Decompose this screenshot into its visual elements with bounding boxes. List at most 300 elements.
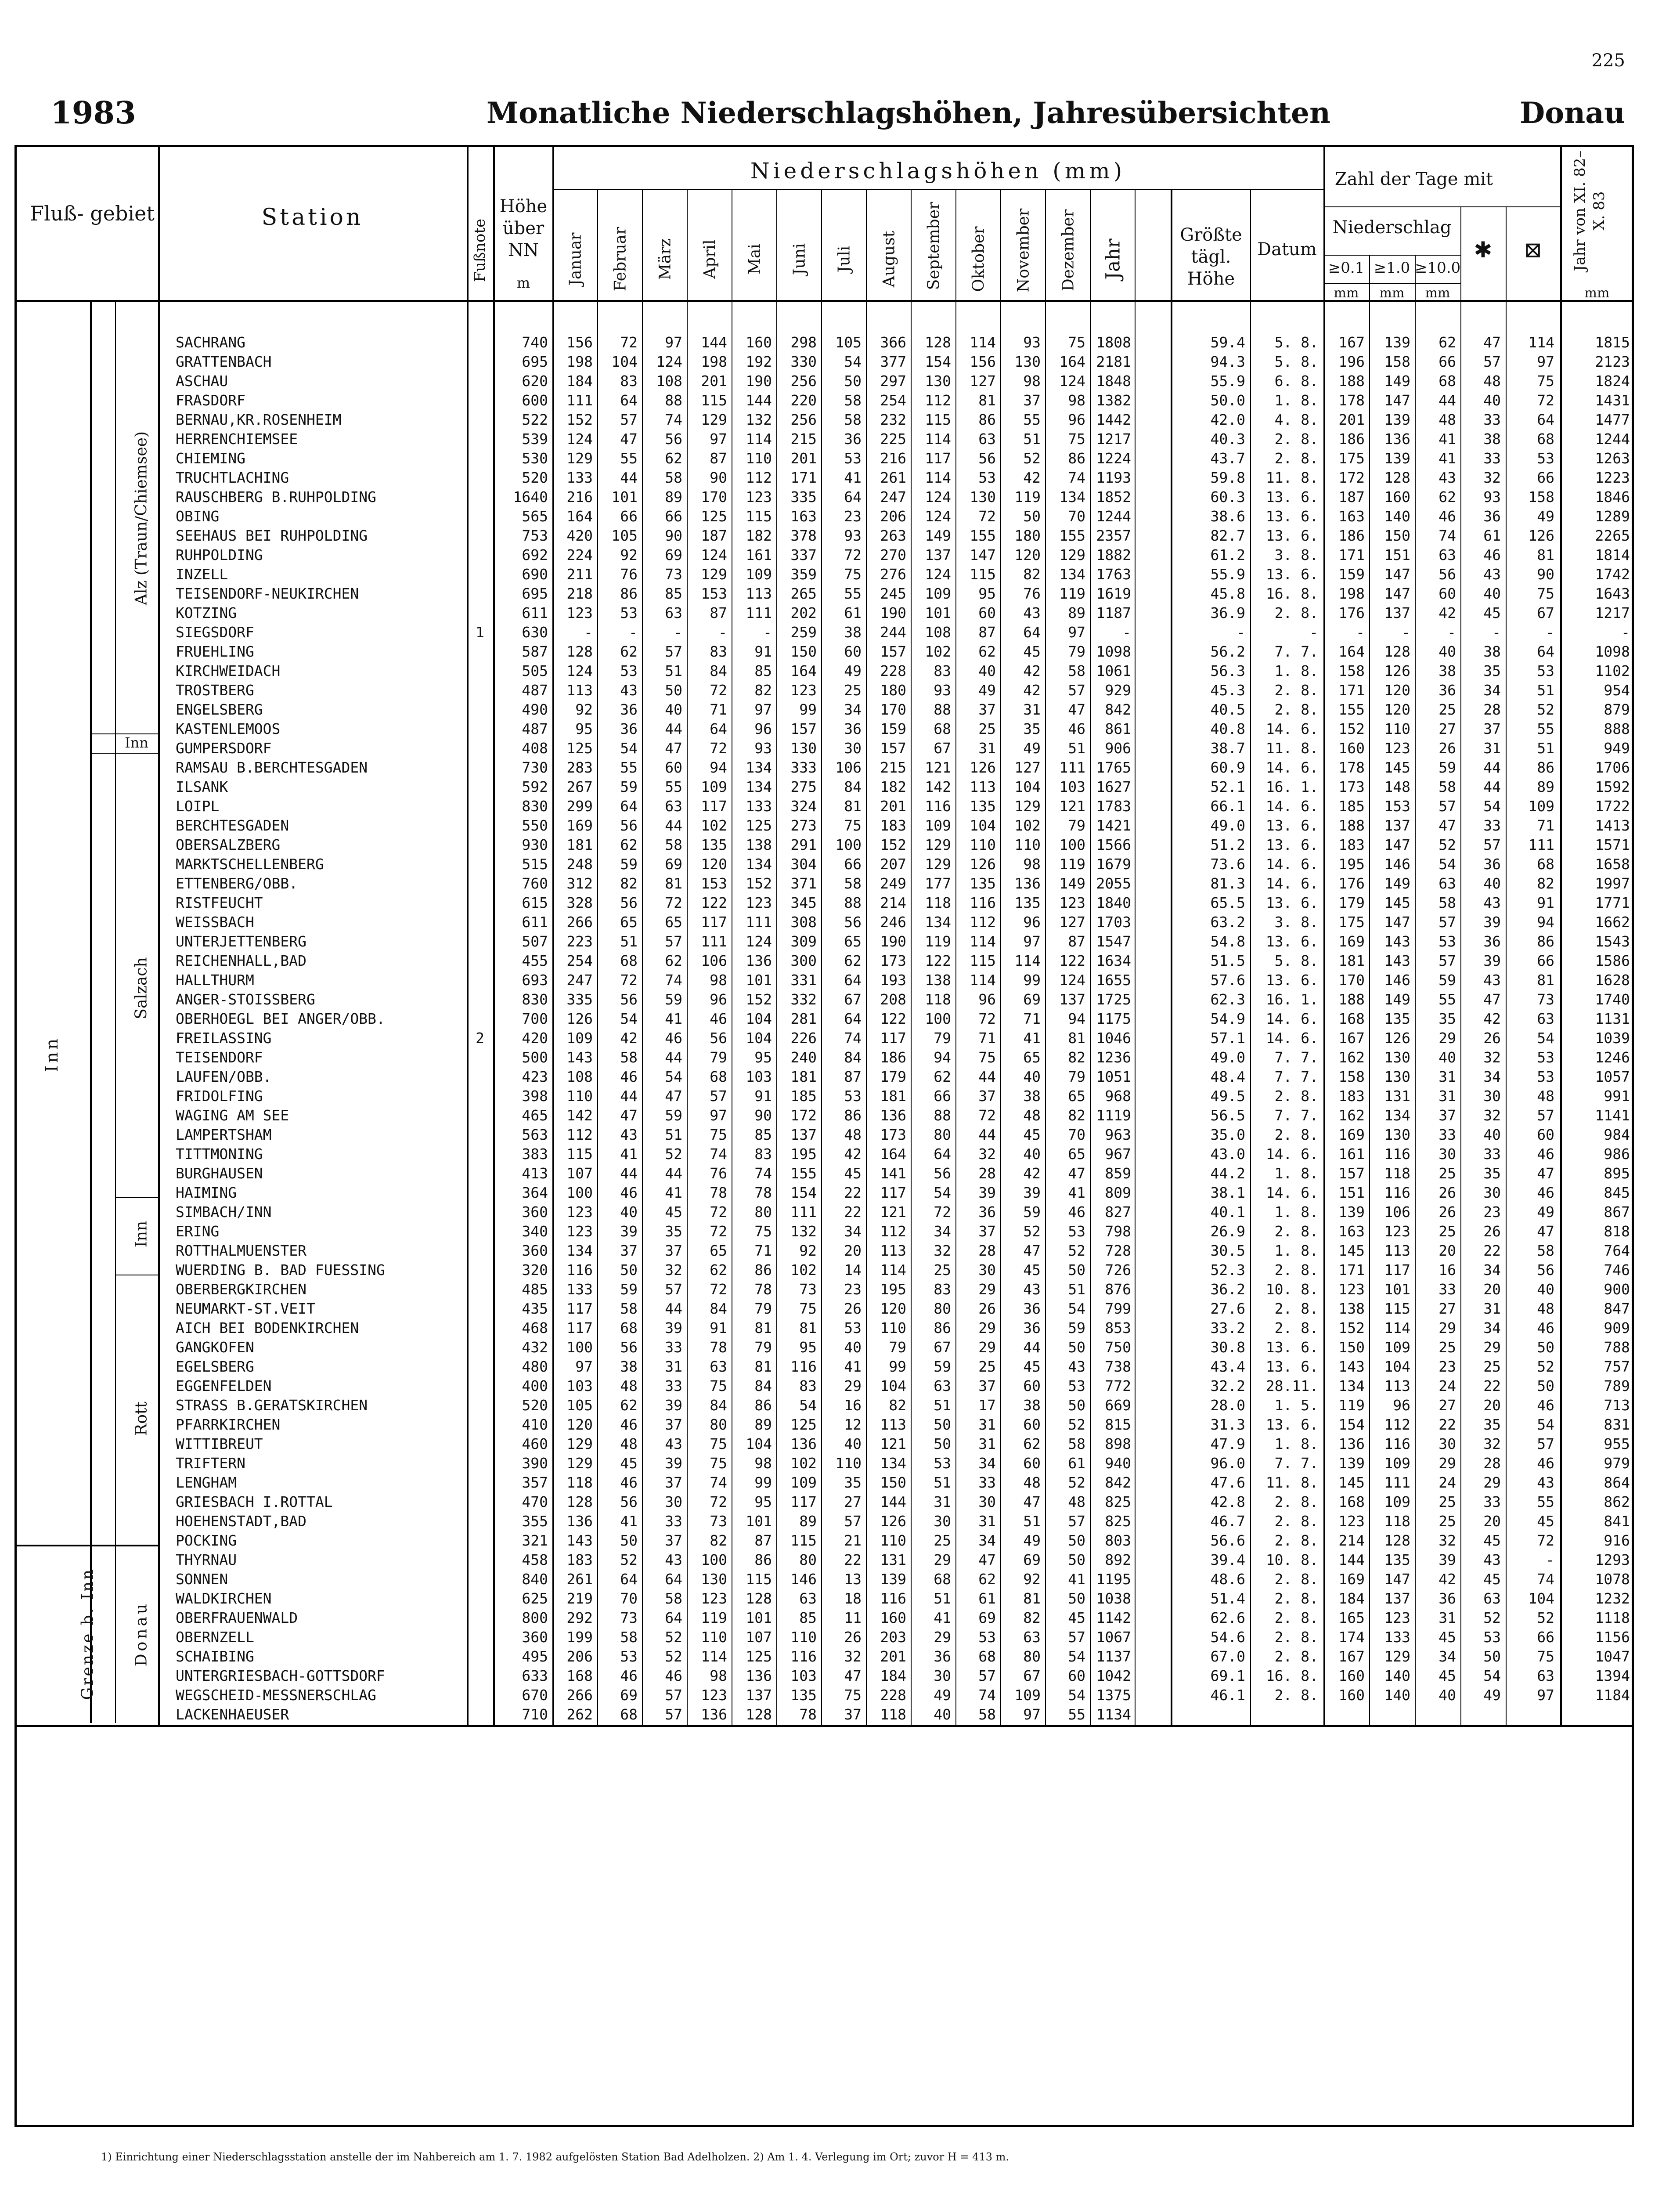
station-name: BERCHTESGADEN bbox=[176, 817, 289, 834]
table-row bbox=[0, 468, 1680, 488]
table-cell: 117 bbox=[566, 1300, 593, 1317]
table-cell: 31 bbox=[1438, 1068, 1456, 1085]
table-cell: 39 bbox=[620, 1223, 638, 1240]
table-cell: 1193 bbox=[1096, 469, 1131, 486]
table-cell: 116 bbox=[970, 894, 996, 911]
table-cell: 760 bbox=[522, 875, 548, 892]
table-cell: 110 bbox=[746, 450, 772, 467]
table-cell: 33 bbox=[1483, 411, 1501, 428]
table-cell: 249 bbox=[880, 875, 906, 892]
table-row bbox=[0, 333, 1680, 352]
table-cell: 46 bbox=[620, 1667, 638, 1684]
table-cell: 75 bbox=[1068, 430, 1085, 448]
table-cell: 30 bbox=[1438, 1435, 1456, 1452]
table-cell: 139 bbox=[1384, 334, 1410, 351]
table-cell: 50 bbox=[1068, 1590, 1085, 1607]
table-cell: 41 bbox=[1068, 1571, 1085, 1588]
table-cell: 72 bbox=[710, 1281, 727, 1298]
table-cell: 175 bbox=[1338, 914, 1365, 931]
table-cell: 36 bbox=[978, 1203, 996, 1221]
table-row bbox=[0, 1029, 1680, 1048]
table-cell: 110 bbox=[790, 1629, 817, 1646]
table-cell: 47 bbox=[844, 1667, 862, 1684]
table-cell: 2. 8. bbox=[1274, 1087, 1318, 1105]
table-cell: 25 bbox=[1438, 1165, 1456, 1182]
table-cell: 1246 bbox=[1595, 1049, 1630, 1066]
table-cell: 62 bbox=[620, 836, 638, 853]
table-cell: 59 bbox=[1068, 1319, 1085, 1336]
table-cell: 51 bbox=[934, 1590, 951, 1607]
table-cell: 47 bbox=[1537, 1223, 1554, 1240]
table-cell: 40 bbox=[1537, 1281, 1554, 1298]
table-cell: 123 bbox=[566, 1203, 593, 1221]
table-cell: 113 bbox=[566, 682, 593, 699]
table-cell: 68 bbox=[1537, 856, 1554, 873]
table-cell: 38.1 bbox=[1210, 1184, 1245, 1201]
table-cell: 2. 8. bbox=[1274, 1629, 1318, 1646]
table-cell: 33 bbox=[665, 1513, 682, 1530]
table-row bbox=[0, 1396, 1680, 1415]
table-cell: 43 bbox=[1483, 1551, 1501, 1568]
table-cell: 35 bbox=[844, 1474, 862, 1491]
table-cell: 47 bbox=[1537, 1165, 1554, 1182]
table-cell: 134 bbox=[746, 759, 772, 776]
table-cell: 168 bbox=[566, 1667, 593, 1684]
table-cell: 81 bbox=[978, 392, 996, 409]
table-cell: 80 bbox=[1023, 1648, 1041, 1665]
table-cell: 30 bbox=[978, 1261, 996, 1279]
table-row bbox=[0, 1106, 1680, 1125]
table-cell: 44 bbox=[978, 1126, 996, 1143]
table-cell: 129 bbox=[566, 1455, 593, 1472]
table-cell: 337 bbox=[790, 546, 817, 563]
table-cell: 54 bbox=[1537, 1416, 1554, 1433]
table-cell: 43 bbox=[620, 1126, 638, 1143]
month-header-may: Mai bbox=[746, 244, 764, 274]
table-cell: 420 bbox=[566, 527, 593, 544]
table-cell: 14. 6. bbox=[1265, 1145, 1318, 1163]
table-cell: 291 bbox=[790, 836, 817, 853]
table-cell: 68 bbox=[978, 1648, 996, 1665]
table-cell: 400 bbox=[522, 1377, 548, 1394]
table-cell: 906 bbox=[1105, 740, 1131, 757]
table-cell: 79 bbox=[1068, 643, 1085, 660]
table-cell: 108 bbox=[566, 1068, 593, 1085]
table-cell: 110 bbox=[1014, 836, 1041, 853]
month-header-jul: Juli bbox=[835, 246, 854, 273]
table-cell: 52.3 bbox=[1210, 1261, 1245, 1279]
table-cell: 61.2 bbox=[1210, 546, 1245, 563]
table-cell: 51 bbox=[1023, 430, 1041, 448]
table-cell: 87 bbox=[710, 604, 727, 621]
table-cell: 62.6 bbox=[1210, 1609, 1245, 1626]
unit-mm: mm bbox=[1379, 285, 1405, 301]
table-cell: 128 bbox=[1384, 1532, 1410, 1549]
table-cell: 188 bbox=[1338, 817, 1365, 834]
table-cell: 100 bbox=[566, 1339, 593, 1356]
table-cell: 135 bbox=[1384, 1010, 1410, 1027]
table-cell: 68 bbox=[620, 1706, 638, 1723]
table-cell: 128 bbox=[566, 643, 593, 660]
table-cell: 76 bbox=[620, 566, 638, 583]
table-cell: 215 bbox=[790, 430, 817, 448]
table-cell: 136 bbox=[566, 1513, 593, 1530]
table-cell: 75 bbox=[754, 1223, 772, 1240]
table-cell: 955 bbox=[1604, 1435, 1630, 1452]
table-cell: 28.11. bbox=[1265, 1377, 1318, 1394]
table-cell: 176 bbox=[1338, 604, 1365, 621]
table-cell: 55 bbox=[620, 759, 638, 776]
table-cell: 167 bbox=[1338, 1029, 1365, 1047]
table-cell: 13 bbox=[844, 1571, 862, 1588]
table-cell: 115 bbox=[746, 508, 772, 525]
table-cell: 328 bbox=[566, 894, 593, 911]
table-cell: 45 bbox=[1438, 1667, 1456, 1684]
table-cell: 124 bbox=[925, 508, 951, 525]
table-cell: 1763 bbox=[1096, 566, 1131, 583]
table-cell: 1224 bbox=[1096, 450, 1131, 467]
table-cell: 876 bbox=[1105, 1281, 1131, 1298]
table-cell: 485 bbox=[522, 1281, 548, 1298]
table-cell: 48.4 bbox=[1210, 1068, 1245, 1085]
table-cell: 216 bbox=[566, 488, 593, 506]
table-cell: 139 bbox=[1338, 1455, 1365, 1472]
station-name: OBERSALZBERG bbox=[176, 836, 281, 853]
table-cell: 74 bbox=[754, 1165, 772, 1182]
table-cell: 126 bbox=[880, 1513, 906, 1530]
table-cell: 27 bbox=[844, 1493, 862, 1510]
table-cell: 86 bbox=[620, 585, 638, 602]
table-row bbox=[0, 1376, 1680, 1396]
station-name: RAUSCHBERG B.RUHPOLDING bbox=[176, 488, 376, 506]
table-cell: 283 bbox=[566, 759, 593, 776]
table-cell: 62 bbox=[978, 643, 996, 660]
table-cell: 89 bbox=[1537, 778, 1554, 795]
station-name: LENGHAM bbox=[176, 1474, 237, 1491]
table-cell: 46 bbox=[710, 1010, 727, 1027]
table-cell: 169 bbox=[566, 817, 593, 834]
table-cell: 840 bbox=[522, 1571, 548, 1588]
table-cell: 360 bbox=[522, 1203, 548, 1221]
table-cell: 112 bbox=[1384, 1416, 1410, 1433]
table-cell: 66 bbox=[844, 856, 862, 873]
table-cell: 458 bbox=[522, 1551, 548, 1568]
table-cell: 150 bbox=[1338, 1339, 1365, 1356]
table-cell: 98 bbox=[1023, 856, 1041, 873]
table-cell: 42 bbox=[620, 1029, 638, 1047]
table-cell: 27.6 bbox=[1210, 1300, 1245, 1317]
table-cell: 46 bbox=[620, 1184, 638, 1201]
table-cell: 25 bbox=[934, 1532, 951, 1549]
table-cell: 150 bbox=[880, 1474, 906, 1491]
table-cell: 63 bbox=[1537, 1010, 1554, 1027]
table-cell: 82 bbox=[620, 875, 638, 892]
table-cell: 87 bbox=[754, 1532, 772, 1549]
table-cell: 587 bbox=[522, 643, 548, 660]
table-cell: 36 bbox=[1483, 933, 1501, 950]
table-cell: 55 bbox=[620, 450, 638, 467]
table-cell: 240 bbox=[790, 1049, 817, 1066]
table-cell: 55.9 bbox=[1210, 372, 1245, 390]
table-cell: 1566 bbox=[1096, 836, 1131, 853]
table-cell: 121 bbox=[880, 1435, 906, 1452]
table-cell: 38.6 bbox=[1210, 508, 1245, 525]
table-cell: 112 bbox=[970, 914, 996, 931]
table-cell: 22 bbox=[844, 1184, 862, 1201]
table-cell: 44 bbox=[665, 720, 682, 737]
table-cell: 539 bbox=[522, 430, 548, 448]
table-cell: 48.6 bbox=[1210, 1571, 1245, 1588]
table-cell: 38.7 bbox=[1210, 740, 1245, 757]
table-cell: 51 bbox=[620, 933, 638, 950]
table-cell: 124 bbox=[746, 933, 772, 950]
table-cell: 154 bbox=[925, 353, 951, 370]
table-cell: 270 bbox=[880, 546, 906, 563]
table-cell: 43 bbox=[1023, 604, 1041, 621]
table-cell: 126 bbox=[1528, 527, 1554, 544]
table-cell: 1740 bbox=[1595, 991, 1630, 1008]
table-cell: 13. 6. bbox=[1265, 508, 1318, 525]
table-cell: 104 bbox=[1384, 1358, 1410, 1375]
table-cell: 28 bbox=[1483, 701, 1501, 718]
table-cell: 54 bbox=[844, 353, 862, 370]
table-cell: 119 bbox=[701, 1609, 727, 1626]
table-cell: 75 bbox=[799, 1300, 817, 1317]
table-cell: 126 bbox=[1384, 1029, 1410, 1047]
table-cell: 273 bbox=[790, 817, 817, 834]
table-cell: 59 bbox=[934, 1358, 951, 1375]
table-cell: 1293 bbox=[1595, 1551, 1630, 1568]
table-cell: 74 bbox=[1537, 1571, 1554, 1588]
table-cell: 16 bbox=[1438, 1261, 1456, 1279]
table-cell: 37 bbox=[665, 1532, 682, 1549]
col-jahr-von-unit: mm bbox=[1584, 285, 1610, 301]
table-cell: 69 bbox=[620, 1687, 638, 1704]
table-cell: 62.3 bbox=[1210, 991, 1245, 1008]
table-cell: 37 bbox=[1438, 1107, 1456, 1124]
table-cell: 57 bbox=[1483, 353, 1501, 370]
table-cell: 58 bbox=[620, 1300, 638, 1317]
table-cell: 167 bbox=[1338, 334, 1365, 351]
table-cell: 355 bbox=[522, 1513, 548, 1530]
table-cell: 1628 bbox=[1595, 972, 1630, 989]
table-cell: 56 bbox=[620, 1339, 638, 1356]
table-cell: 195 bbox=[1338, 856, 1365, 873]
table-cell: 103 bbox=[1059, 778, 1085, 795]
table-cell: 244 bbox=[880, 624, 906, 641]
table-cell: 147 bbox=[1384, 585, 1410, 602]
table-cell: 1382 bbox=[1096, 392, 1131, 409]
table-cell: 56 bbox=[1438, 566, 1456, 583]
table-cell: 117 bbox=[566, 1319, 593, 1336]
table-cell: 1102 bbox=[1595, 662, 1630, 679]
table-cell: 297 bbox=[880, 372, 906, 390]
table-row bbox=[0, 700, 1680, 719]
table-cell: 79 bbox=[1068, 817, 1085, 834]
table-cell: 39 bbox=[1483, 914, 1501, 931]
table-cell: 14. 6. bbox=[1265, 720, 1318, 737]
table-cell: 106 bbox=[701, 952, 727, 969]
table-cell: 186 bbox=[1338, 430, 1365, 448]
table-cell: 160 bbox=[1384, 488, 1410, 506]
table-cell: 45 bbox=[1023, 1261, 1041, 1279]
table-cell: 156 bbox=[566, 334, 593, 351]
table-cell: 91 bbox=[754, 643, 772, 660]
table-cell: 31 bbox=[934, 1493, 951, 1510]
table-cell: 183 bbox=[1338, 836, 1365, 853]
table-cell: 220 bbox=[790, 392, 817, 409]
table-cell: 72 bbox=[710, 1203, 727, 1221]
table-cell: 99 bbox=[1023, 972, 1041, 989]
table-cell: 57 bbox=[1537, 1435, 1554, 1452]
table-cell: 60 bbox=[1438, 585, 1456, 602]
table-cell: 58 bbox=[620, 1629, 638, 1646]
station-name: ERING bbox=[176, 1223, 220, 1240]
table-cell: 30 bbox=[665, 1493, 682, 1510]
table-cell: 23 bbox=[1438, 1358, 1456, 1375]
table-cell: 13. 6. bbox=[1265, 817, 1318, 834]
table-cell: 169 bbox=[1338, 1571, 1365, 1588]
table-cell: 281 bbox=[790, 1010, 817, 1027]
table-cell: 45 bbox=[1023, 1358, 1041, 1375]
table-cell: 57 bbox=[710, 1087, 727, 1105]
table-cell: 50 bbox=[620, 1261, 638, 1279]
table-cell: 102 bbox=[701, 817, 727, 834]
table-cell: 57 bbox=[1438, 914, 1456, 931]
table-cell: 78 bbox=[710, 1339, 727, 1356]
table-cell: 66 bbox=[1438, 353, 1456, 370]
table-cell: 364 bbox=[522, 1184, 548, 1201]
table-cell: 165 bbox=[1338, 1609, 1365, 1626]
table-cell: 96 bbox=[1023, 914, 1041, 931]
table-cell: 49 bbox=[934, 1687, 951, 1704]
table-cell: 32 bbox=[1483, 1435, 1501, 1452]
table-cell: 432 bbox=[522, 1339, 548, 1356]
table-cell: 155 bbox=[1059, 527, 1085, 544]
table-cell: 33 bbox=[1483, 817, 1501, 834]
table-cell: 66 bbox=[934, 1087, 951, 1105]
table-cell: 38 bbox=[1483, 430, 1501, 448]
table-cell: 30.5 bbox=[1210, 1242, 1245, 1259]
table-cell: 1217 bbox=[1595, 604, 1630, 621]
table-cell: 845 bbox=[1604, 1184, 1630, 1201]
station-name: FRASDORF bbox=[176, 392, 245, 409]
table-cell: 115 bbox=[1384, 1300, 1410, 1317]
table-cell: 1263 bbox=[1595, 450, 1630, 467]
station-name: LAMPERTSHAM bbox=[176, 1126, 272, 1143]
table-cell: 52 bbox=[1023, 450, 1041, 467]
table-cell: 815 bbox=[1105, 1416, 1131, 1433]
table-cell: 57 bbox=[1438, 798, 1456, 815]
table-cell: 169 bbox=[1338, 933, 1365, 950]
table-cell: 33 bbox=[1483, 1493, 1501, 1510]
station-name: UNTERGRIESBACH-GOTTSDORF bbox=[176, 1667, 385, 1684]
table-cell: 55 bbox=[1068, 1706, 1085, 1723]
table-cell: 65 bbox=[1068, 1087, 1085, 1105]
table-cell: 43 bbox=[1483, 894, 1501, 911]
table-cell: 14. 6. bbox=[1265, 798, 1318, 815]
table-cell: 842 bbox=[1105, 1474, 1131, 1491]
table-cell: 206 bbox=[880, 508, 906, 525]
table-cell: 173 bbox=[880, 952, 906, 969]
table-cell: 123 bbox=[1338, 1513, 1365, 1530]
table-cell: 132 bbox=[790, 1223, 817, 1240]
table-cell: 121 bbox=[1059, 798, 1085, 815]
table-row bbox=[0, 430, 1680, 449]
table-cell: 157 bbox=[880, 740, 906, 757]
table-cell: 38 bbox=[844, 624, 862, 641]
table-cell: 803 bbox=[1105, 1532, 1131, 1549]
table-cell: 160 bbox=[1338, 1687, 1365, 1704]
table-cell: 111 bbox=[746, 914, 772, 931]
table-cell: 53 bbox=[1537, 1049, 1554, 1066]
table-cell: 114 bbox=[701, 1648, 727, 1665]
table-cell: 96 bbox=[1393, 1397, 1410, 1414]
footnote: 1) Einrichtung einer Niederschlagsstation anstelle der im Nahbereich am 1. 7. 1982 aufgelösten Station Bad Adelholzen. 2) Am 1. 4. Verlegung im Ort; zuvor H = 413 m. bbox=[101, 2151, 1009, 2163]
table-cell: 59 bbox=[1438, 759, 1456, 776]
table-cell: 50 bbox=[1537, 1377, 1554, 1394]
table-cell: 50 bbox=[665, 682, 682, 699]
table-cell: 2. 8. bbox=[1274, 604, 1318, 621]
table-cell: 308 bbox=[790, 914, 817, 931]
table-cell: 62 bbox=[665, 952, 682, 969]
table-cell: 83 bbox=[799, 1377, 817, 1394]
table-cell: 265 bbox=[790, 585, 817, 602]
station-name: NEUMARKT-ST.VEIT bbox=[176, 1300, 315, 1317]
table-cell: 86 bbox=[844, 1107, 862, 1124]
table-cell: 70 bbox=[1068, 508, 1085, 525]
table-cell: 40 bbox=[1438, 1687, 1456, 1704]
table-cell: 135 bbox=[970, 798, 996, 815]
table-cell: 916 bbox=[1604, 1532, 1630, 1549]
table-cell: 1840 bbox=[1096, 894, 1131, 911]
thunderstorm-icon: ⊠ bbox=[1524, 237, 1542, 263]
table-cell: 63 bbox=[1483, 1590, 1501, 1607]
table-cell: 91 bbox=[1537, 894, 1554, 911]
table-cell: 29 bbox=[1483, 1339, 1501, 1356]
table-cell: 47.9 bbox=[1210, 1435, 1245, 1452]
table-cell: 41 bbox=[620, 1513, 638, 1530]
table-cell: 46 bbox=[1068, 1203, 1085, 1221]
table-cell: 55 bbox=[665, 778, 682, 795]
table-cell: 14. 6. bbox=[1265, 759, 1318, 776]
table-cell: 117 bbox=[1384, 1261, 1410, 1279]
table-cell: 111 bbox=[790, 1203, 817, 1221]
station-name: SCHAIBING bbox=[176, 1648, 254, 1665]
table-cell: 120 bbox=[701, 856, 727, 873]
station-name: TITTMONING bbox=[176, 1145, 263, 1163]
table-cell: 340 bbox=[522, 1223, 548, 1240]
table-cell: 129 bbox=[701, 411, 727, 428]
table-row bbox=[0, 1531, 1680, 1550]
table-cell: 1038 bbox=[1096, 1590, 1131, 1607]
table-cell: 51 bbox=[1068, 740, 1085, 757]
col-ge01: ≥0.1 bbox=[1328, 259, 1365, 277]
table-cell: 2. 8. bbox=[1274, 1590, 1318, 1607]
table-cell: 11. 8. bbox=[1265, 1474, 1318, 1491]
table-cell: 49 bbox=[1023, 740, 1041, 757]
table-cell: 30 bbox=[1483, 1184, 1501, 1201]
table-cell: 1244 bbox=[1595, 430, 1630, 448]
table-cell: 64 bbox=[844, 972, 862, 989]
table-cell: 690 bbox=[522, 566, 548, 583]
table-cell: 867 bbox=[1604, 1203, 1630, 1221]
table-cell: 50 bbox=[1068, 1397, 1085, 1414]
table-cell: 36.9 bbox=[1210, 604, 1245, 621]
station-name: MARKTSCHELLENBERG bbox=[176, 856, 324, 873]
table-cell: 32 bbox=[1483, 1107, 1501, 1124]
table-cell: 164 bbox=[880, 1145, 906, 1163]
